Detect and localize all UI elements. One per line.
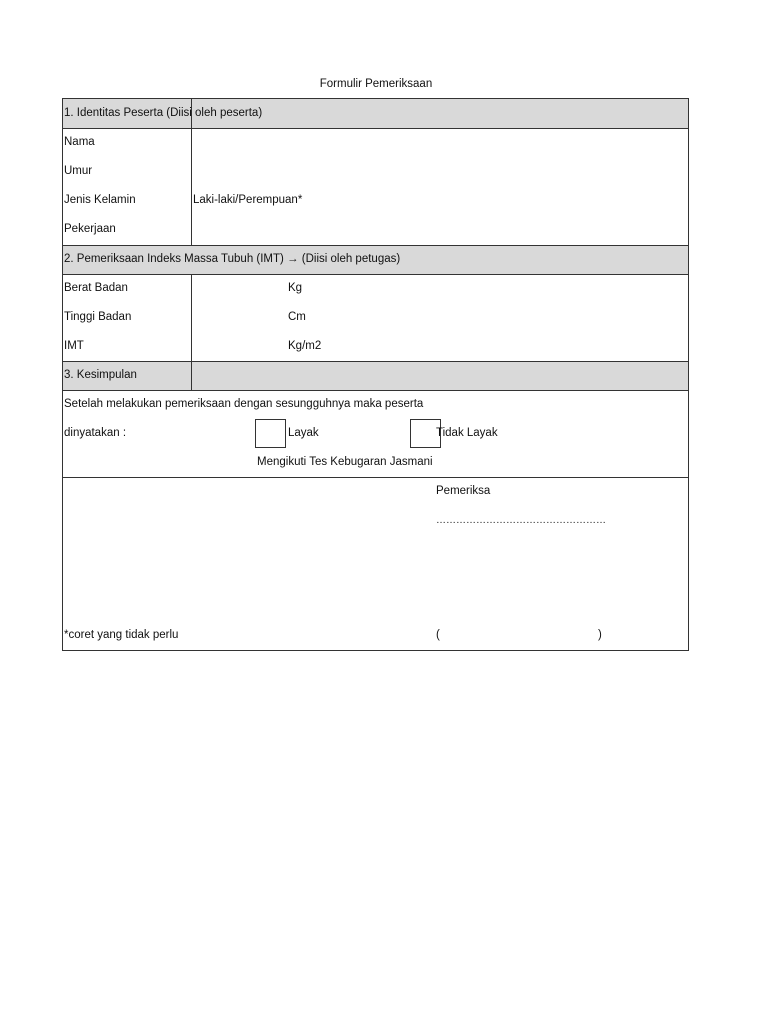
section1-header: 1. Identitas Peserta (Diisi oleh peserta) (64, 107, 263, 119)
section3-header-band (63, 361, 688, 390)
section2-header: 2. Pemeriksaan Indeks Massa Tubuh (IMT) → (Diisi oleh petugas) (64, 253, 401, 265)
name-close-paren: ) (598, 629, 602, 641)
unit-bmi: Kg/m2 (288, 340, 322, 352)
conclusion-statement: Setelah melakukan pemeriksaan dengan sesungguhnya maka peserta (64, 398, 424, 410)
unit-weight: Kg (288, 282, 303, 294)
footnote: *coret yang tidak perlu (64, 629, 179, 641)
declared-label: dinyatakan : (64, 427, 127, 439)
divider (63, 274, 688, 275)
column-divider (191, 274, 192, 390)
divider (63, 128, 688, 129)
eligible-checkbox[interactable] (255, 419, 286, 448)
form-title: Formulir Pemeriksaan (319, 78, 433, 90)
eligible-label: Layak (288, 427, 319, 439)
field-label-height: Tinggi Badan (64, 311, 132, 323)
divider (63, 361, 688, 362)
signature-dotted-line: …………………………………………… (436, 515, 606, 526)
field-label-name: Nama (64, 136, 95, 148)
field-label-age: Umur (64, 165, 93, 177)
unit-height: Cm (288, 311, 306, 323)
not-eligible-label: Tidak Layak (436, 427, 498, 439)
field-label-occupation: Pekerjaan (64, 223, 116, 235)
name-open-paren: ( (436, 629, 440, 641)
section3-header: 3. Kesimpulan (64, 369, 137, 381)
field-value-gender[interactable]: Laki-laki/Perempuan* (193, 194, 303, 206)
divider (63, 477, 688, 478)
examiner-label: Pemeriksa (436, 485, 491, 497)
field-label-gender: Jenis Kelamin (64, 194, 136, 206)
field-label-weight: Berat Badan (64, 282, 128, 294)
fitness-test-note: Mengikuti Tes Kebugaran Jasmani (257, 456, 433, 468)
field-label-bmi: IMT (64, 340, 84, 352)
examination-form (62, 98, 689, 651)
